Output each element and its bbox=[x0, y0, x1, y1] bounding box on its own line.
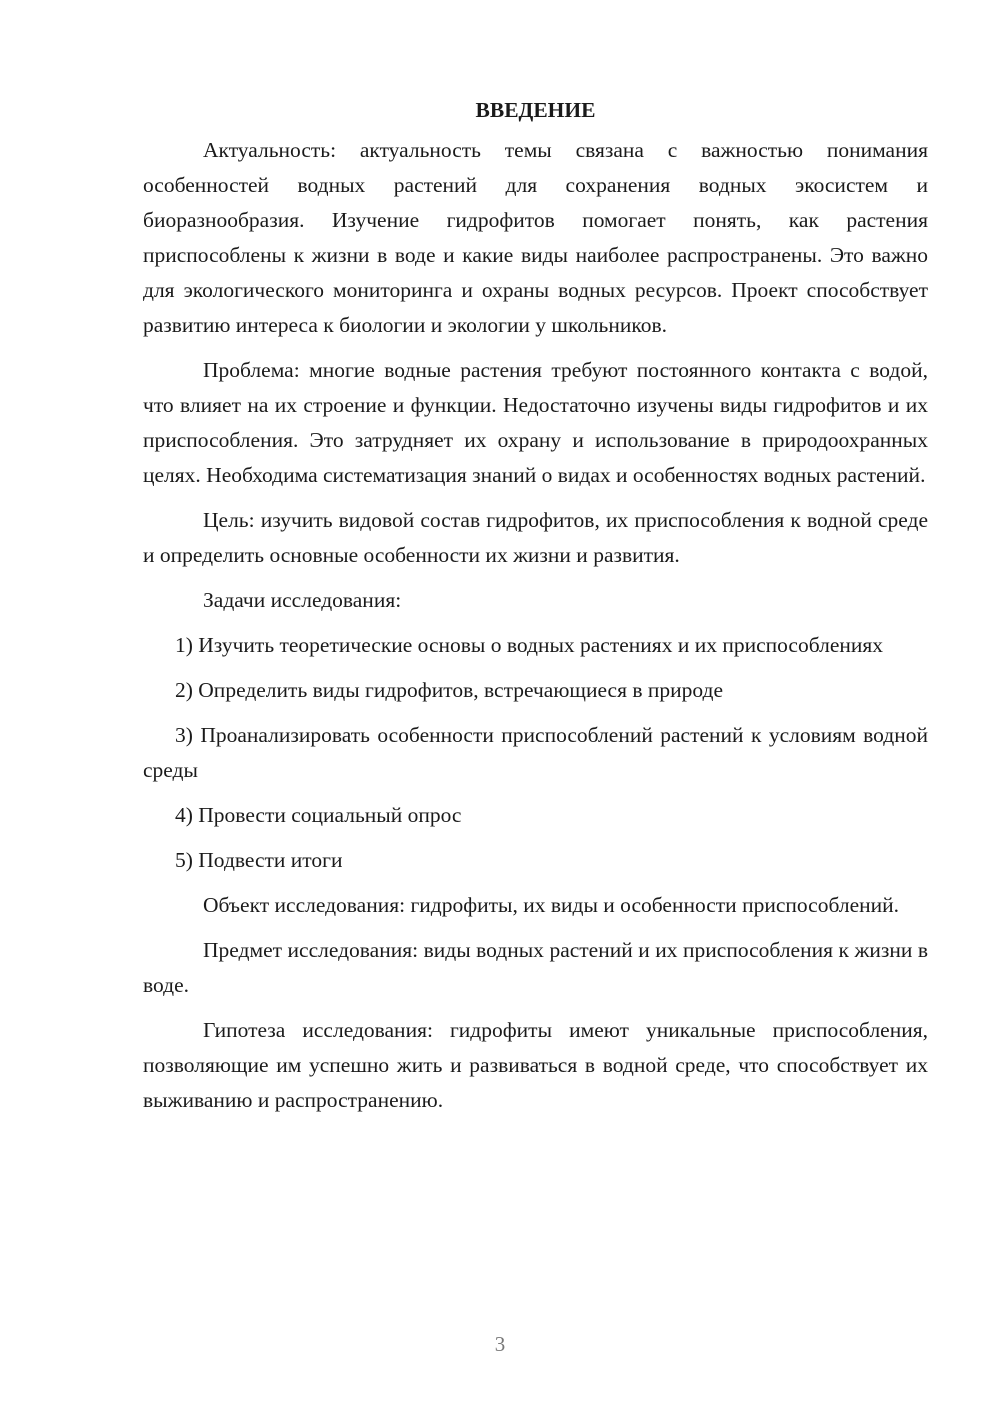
paragraph-tasks-heading: Задачи исследования: bbox=[203, 588, 402, 612]
task-item-4: 4) Провести социальный опрос bbox=[175, 803, 462, 827]
task-item-3: 3) Проанализировать особенности приспособлений растений к условиям водной среды bbox=[143, 723, 928, 782]
paragraph-goal: Цель: изучить видовой состав гидрофитов, их приспособления к водной среде и определить основные особенности их жизни и развития. bbox=[143, 508, 928, 567]
page-number: 3 bbox=[494, 1332, 506, 1356]
paragraph-relevance: Актуальность: актуальность темы связана с важностью понимания особенностей водных растений для сохранения водных экосистем и биоразнообразия. Изучение гидрофитов помогает понять, как растения приспособлены к жизни в воде и какие виды наиболее распространены. Это важно для экологического мониторинга и охраны водных ресурсов. Проект способствует развитию интереса к биологии и экологии у школьников. bbox=[143, 138, 928, 337]
paragraph-object: Объект исследования: гидрофиты, их виды и особенности приспособлений. bbox=[203, 893, 900, 917]
document-page bbox=[143, 92, 928, 1128]
task-item-5: 5) Подвести итоги bbox=[175, 848, 343, 872]
task-item-1: 1) Изучить теоретические основы о водных растениях и их приспособлениях bbox=[175, 633, 884, 657]
task-item-2: 2) Определить виды гидрофитов, встречающиеся в природе bbox=[175, 678, 723, 702]
paragraph-problem: Проблема: многие водные растения требуют постоянного контакта с водой, что влияет на их строение и функции. Недостаточно изучены виды гидрофитов и их приспособления. Это затрудняет их охрану и использование в природоохранных целях. Необходима систематизация знаний о видах и особенностях водных растений. bbox=[143, 358, 928, 487]
page-title: ВВЕДЕНИЕ bbox=[475, 98, 596, 122]
paragraph-subject: Предмет исследования: виды водных растений и их приспособления к жизни в воде. bbox=[143, 938, 928, 997]
paragraph-hypothesis: Гипотеза исследования: гидрофиты имеют уникальные приспособления, позволяющие им успешно жить и развиваться в водной среде, что способствует их выживанию и распространению. bbox=[143, 1018, 928, 1112]
task-list bbox=[143, 628, 928, 878]
